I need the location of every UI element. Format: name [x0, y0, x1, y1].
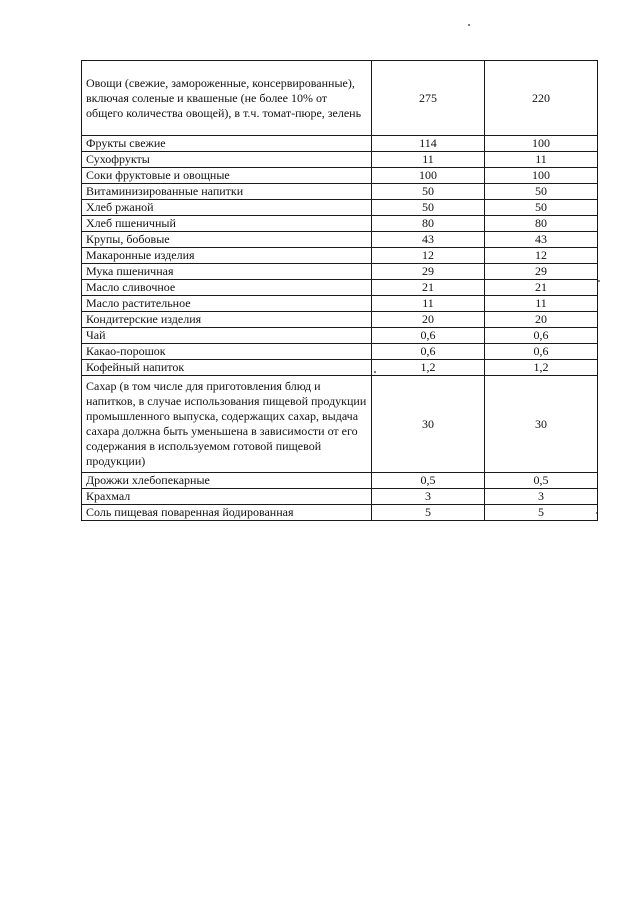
norm-value-b-cell: 21 [485, 280, 598, 296]
table-row [82, 248, 598, 264]
table-row [82, 152, 598, 168]
table-row [82, 312, 598, 328]
table-row [82, 168, 598, 184]
product-name-cell: Овощи (свежие, замороженные, консервированные), включая соленые и квашеные (не более 10% от общего количества овощей), в т.ч. томат-пюре, зелень [82, 61, 372, 136]
norm-value-a-cell: 20 [372, 312, 485, 328]
norm-value-b-cell: 30 [485, 376, 598, 473]
product-name-cell: Масло растительное [82, 296, 372, 312]
norm-value-a-cell: 11 [372, 152, 485, 168]
norm-value-a-cell: 114 [372, 136, 485, 152]
product-name-cell: Кондитерские изделия [82, 312, 372, 328]
food-norms-table [81, 60, 598, 521]
table-row [82, 505, 598, 521]
table-row [82, 61, 598, 136]
norm-value-b-cell: 50 [485, 200, 598, 216]
norm-value-a-cell: 50 [372, 184, 485, 200]
norm-value-a-cell: 1,2 [372, 360, 485, 376]
norm-value-b-cell: 100 [485, 168, 598, 184]
product-name-cell: Макаронные изделия [82, 248, 372, 264]
norm-value-a-cell: 275 [372, 61, 485, 136]
product-name-cell: Крахмал [82, 489, 372, 505]
product-name-cell: Чай [82, 328, 372, 344]
product-name-cell: Соки фруктовые и овощные [82, 168, 372, 184]
norm-value-b-cell: 3 [485, 489, 598, 505]
table-row [82, 473, 598, 489]
norm-value-a-cell: 80 [372, 216, 485, 232]
table-row [82, 344, 598, 360]
norm-value-a-cell: 29 [372, 264, 485, 280]
norm-value-a-cell: 0,6 [372, 328, 485, 344]
norm-value-b-cell: 20 [485, 312, 598, 328]
norm-value-b-cell: 0,6 [485, 328, 598, 344]
scan-speck [598, 280, 600, 282]
norm-value-b-cell: 43 [485, 232, 598, 248]
table-row [82, 184, 598, 200]
table-row [82, 136, 598, 152]
table-row [82, 489, 598, 505]
norm-value-b-cell: 220 [485, 61, 598, 136]
norm-value-b-cell: 11 [485, 152, 598, 168]
norm-value-a-cell: 11 [372, 296, 485, 312]
norm-value-a-cell: 21 [372, 280, 485, 296]
norm-value-a-cell: 43 [372, 232, 485, 248]
product-name-cell: Масло сливочное [82, 280, 372, 296]
scan-speck [468, 24, 470, 26]
table-row [82, 232, 598, 248]
norm-value-a-cell: 5 [372, 505, 485, 521]
norm-value-a-cell: 50 [372, 200, 485, 216]
table-row [82, 328, 598, 344]
table-row [82, 296, 598, 312]
norm-value-a-cell: 0,6 [372, 344, 485, 360]
norm-value-b-cell: 0,6 [485, 344, 598, 360]
norm-value-b-cell: 50 [485, 184, 598, 200]
product-name-cell: Кофейный напиток [82, 360, 372, 376]
product-name-cell: Дрожжи хлебопекарные [82, 473, 372, 489]
norm-value-a-cell: 30 [372, 376, 485, 473]
product-name-cell: Сахар (в том числе для приготовления блюд и напитков, в случае использования пищевой продукции промышленного выпуска, содержащих сахар, выдача сахара должна быть уменьшена в зависимости от его содержания в используемом готовой пищевой продукции) [82, 376, 372, 473]
product-name-cell: Мука пшеничная [82, 264, 372, 280]
table-row [82, 360, 598, 376]
product-name-cell: Витаминизированные напитки [82, 184, 372, 200]
norm-value-b-cell: 80 [485, 216, 598, 232]
product-name-cell: Хлеб пшеничный [82, 216, 372, 232]
norm-value-b-cell: 12 [485, 248, 598, 264]
norm-value-a-cell: 100 [372, 168, 485, 184]
product-name-cell: Соль пищевая поваренная йодированная [82, 505, 372, 521]
product-name-cell: Хлеб ржаной [82, 200, 372, 216]
norm-value-b-cell: 1,2 [485, 360, 598, 376]
norm-value-a-cell: 3 [372, 489, 485, 505]
norm-value-b-cell: 11 [485, 296, 598, 312]
table-row [82, 200, 598, 216]
product-name-cell: Сухофрукты [82, 152, 372, 168]
table-row [82, 376, 598, 473]
norm-value-a-cell: 0,5 [372, 473, 485, 489]
table-row [82, 216, 598, 232]
product-name-cell: Крупы, бобовые [82, 232, 372, 248]
table-row [82, 280, 598, 296]
table-row [82, 264, 598, 280]
norm-value-a-cell: 12 [372, 248, 485, 264]
norm-value-b-cell: 0,5 [485, 473, 598, 489]
norm-value-b-cell: 5 [485, 505, 598, 521]
norm-value-b-cell: 29 [485, 264, 598, 280]
norm-value-b-cell: 100 [485, 136, 598, 152]
product-name-cell: Фрукты свежие [82, 136, 372, 152]
product-name-cell: Какао-порошок [82, 344, 372, 360]
